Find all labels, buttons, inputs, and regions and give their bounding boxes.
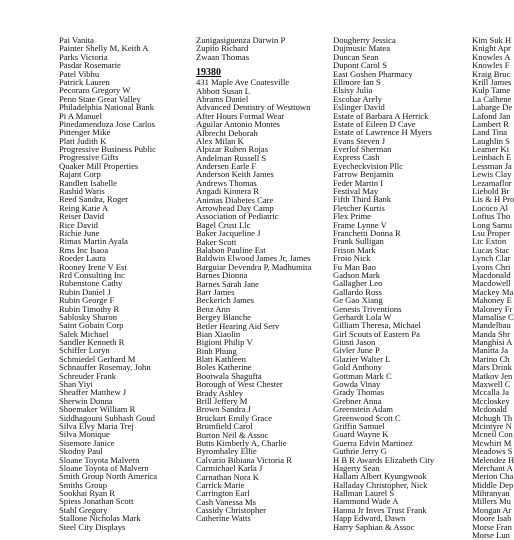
directory-entry: Betler Hearing Aid Serv [196, 320, 280, 331]
directory-entry: Morse Fran [472, 521, 512, 532]
directory-entry: Borough of West Chester [196, 379, 283, 390]
directory-entry: Rimas Martin Ayala [59, 236, 128, 247]
directory-entry: Salek Michael [59, 328, 109, 339]
directory-entry: Duncan Sean [333, 51, 379, 62]
directory-entry: Baker Scott [196, 236, 237, 247]
directory-entry: Advanced Dentistry of Westtown [196, 102, 311, 113]
directory-entry: Carmichael Karla J [196, 463, 263, 474]
directory-entry: Lsu Proper [472, 227, 510, 238]
directory-entry: Shoemaker William R [59, 404, 136, 415]
directory-entry: Estate of Barbara A Herrick [333, 110, 429, 121]
directory-entry: Schiffer Loryn [59, 345, 110, 356]
directory-entry: Brady Ashley [196, 387, 244, 398]
directory-entry: Macdowell [472, 278, 511, 289]
directory-entry: Baker Jacqueline J [196, 228, 261, 239]
directory-entry: Brown Sandra J [196, 404, 251, 415]
directory-entry: Animas Diabetes Care [196, 194, 274, 205]
directory-entry: Pi A Manuel [59, 110, 102, 121]
directory-entry: Barnes Sarah Jane [196, 278, 259, 289]
directory-entry: Express Cash [333, 152, 380, 163]
directory-entry: Merchant A [472, 462, 513, 473]
directory-entry: Mccloskey [472, 395, 510, 406]
directory-entry: Givler June P [333, 345, 380, 356]
directory-entry: Randlett Isabelle [59, 177, 117, 188]
directory-entry: Reing Katie A [59, 202, 109, 213]
directory-entry: Pittenger Mike [59, 127, 111, 138]
directory-entry: Smiths Group [59, 479, 107, 490]
directory-entry: Patrick Lauren [59, 76, 110, 87]
directory-entry: Lafond Jan [472, 110, 511, 121]
directory-entry: Benz Ann [196, 303, 231, 314]
directory-entry: Rubin George F [59, 295, 115, 306]
directory-entry: Knowles F [472, 60, 510, 71]
directory-entry: Rubin Daniel J [59, 286, 111, 297]
directory-entry: Brumfield Carol [196, 421, 253, 432]
directory-entry: Franchetti Donna R [333, 227, 401, 238]
directory-entry: Anderson Keith James [196, 169, 274, 180]
directory-entry: Estate of Eileen D Cave [333, 118, 416, 129]
directory-entry: Flex Prime [333, 211, 371, 222]
zip-code-heading: 19380 [196, 67, 221, 79]
directory-entry: Carrington Earl [196, 488, 250, 499]
directory-entry: Frame Lynne V [333, 219, 387, 230]
directory-entry: Griffin Samuel [333, 420, 385, 431]
directory-entry: Girl Scouts of Eastern Pa [333, 328, 420, 339]
directory-column-1 [59, 36, 157, 531]
directory-entry: Rms Inc Isaoa [59, 244, 109, 255]
directory-entry: Gottman Mark C [333, 370, 392, 381]
directory-entry: Sloane Toyota of Malvern [59, 462, 149, 473]
directory-entry: Richie June [59, 227, 100, 238]
directory-entry: Philadelphia National Bank [59, 102, 154, 113]
directory-entry: Hanna Jr Inves Trust Frank [333, 504, 427, 515]
directory-entry: Grebner Anna [333, 395, 382, 406]
directory-entry: Krill James [472, 76, 512, 87]
directory-entry: Platt Judith K [59, 135, 107, 146]
directory-entry: Quaker Mill Properties [59, 160, 139, 171]
directory-entry: Leinbach E [472, 152, 512, 163]
directory-entry: Rashid Waris [59, 186, 105, 197]
directory-entry: Eyecheckvision Pllc [333, 160, 403, 171]
directory-entry: Manitta Ja [472, 345, 509, 356]
directory-entry: Gilliam Theresa, Michael [333, 320, 421, 331]
directory-entry: Sablosky Sharon [59, 311, 118, 322]
directory-entry: Mongan Ar [472, 504, 512, 515]
directory-column-3 [333, 36, 434, 531]
directory-entry: Progressive Business Public [59, 144, 156, 155]
directory-entry: Zupito Richard [196, 43, 249, 54]
directory-entry: Lessman Ja [472, 160, 512, 171]
directory-entry: Mcdonald [472, 404, 507, 415]
directory-entry: Mackey Ma [472, 286, 514, 297]
directory-entry: Dougherty Jessica [333, 35, 396, 45]
directory-entry: Frank Sulligan [333, 236, 384, 247]
directory-entry: Burton Neil & Assoc [196, 429, 269, 440]
directory-entry: Millers Mu [472, 496, 511, 507]
directory-entry: Genesis Triventions [333, 303, 402, 314]
directory-entry: Sheaffer Matthew J [59, 387, 127, 398]
directory-entry: Merion Cha [472, 471, 514, 482]
directory-entry: Mcwhirt M [472, 437, 512, 448]
directory-entry: Mchugh Th [472, 412, 513, 423]
directory-entry: Progressive Gifts [59, 152, 119, 163]
directory-entry: East Goshen Pharmacy [333, 68, 413, 79]
directory-entry: Gowda Vinay [333, 379, 381, 390]
directory-entry: Bruckart Emily Grace [196, 412, 272, 423]
directory-entry: Farrow Benjamin [333, 169, 394, 180]
directory-column-2 [196, 36, 311, 523]
directory-column-4 [472, 36, 514, 539]
directory-entry: Beckerich James [196, 295, 254, 306]
directory-entry: Abrams Daniel [196, 93, 249, 104]
directory-entry: Eslinger David [333, 102, 385, 113]
directory-entry: Halladay Christopher, Nick [333, 479, 428, 490]
directory-entry: Silva Monique [59, 429, 110, 440]
directory-entry: Melendez H [472, 454, 514, 465]
directory-entry: Albrecht Deborah [196, 127, 258, 138]
directory-entry: Mcneil Con [472, 429, 513, 440]
directory-entry: Guthrie Jerry G [333, 446, 387, 457]
directory-entry: Kim Suk H [472, 35, 512, 45]
directory-entry: Mihranyan [472, 488, 510, 499]
directory-entry: Estate of Lawrence H Myers [333, 127, 432, 138]
directory-entry: Painter Shelly M, Keith A [59, 43, 149, 54]
directory-entry: Maxwell C [472, 379, 511, 390]
directory-entry: Rubenstone Cathy [59, 278, 123, 289]
directory-entry: Spiess Jonathan Scott [59, 496, 134, 507]
directory-entry: Marino Ch [472, 353, 510, 364]
directory-entry: Dujmusic Matea [333, 43, 391, 54]
directory-entry: Maloney Fr [472, 303, 513, 314]
directory-entry: Matkov Jen [472, 370, 513, 381]
directory-entry: Lococo Al [472, 202, 509, 213]
directory-entry: Abbott Susan L [196, 85, 250, 96]
directory-entry: Fu Man Bao [333, 261, 376, 272]
directory-entry: Manda Shr [472, 328, 510, 339]
directory-entry: Hagerty Sean [333, 462, 380, 473]
directory-entry: Greenwood Scott C [333, 412, 401, 423]
directory-entry: Butts Kimberly A, Charlie [196, 437, 287, 448]
directory-entry: Andrews Thomas [196, 177, 257, 188]
directory-entry: Schreuder Frank [59, 370, 117, 381]
directory-entry: After Hours Formal Wear [196, 110, 285, 121]
directory-entry: Moore Isab [472, 513, 512, 524]
directory-entry: Happ Edward, Dawn [333, 513, 406, 524]
directory-entry: Kraig Bruc [472, 68, 511, 79]
directory-entry: Hammond Wade A [333, 496, 399, 507]
directory-entry: Knowles A [472, 51, 511, 62]
directory-entry: Feder Martin I [333, 177, 384, 188]
directory-entry: Mccalla Ja [472, 387, 509, 398]
directory-entry: Skodny Paul [59, 446, 103, 457]
directory-entry: Arrowhead Day Camp [196, 203, 274, 214]
directory-entry: Alpizar Ruben Rojas [196, 144, 269, 155]
directory-entry: Sherwin Donna [59, 395, 113, 406]
directory-entry: Calvario Bibiana Victoria R [196, 454, 292, 465]
directory-entry: Evans Steven J [333, 135, 386, 146]
directory-entry: Mamalise C [472, 311, 514, 322]
directory-entry: Carrick Marie [196, 479, 245, 490]
directory-entry: Shan Yiyi [59, 379, 93, 390]
directory-entry: Pinedamendoza Jose Carlos [59, 118, 155, 129]
directory-entry: Alex Milan K [196, 135, 244, 146]
directory-entry: Patel Vibhu [59, 68, 100, 79]
directory-entry: Andersen Earle F [196, 161, 257, 172]
directory-entry: Long Samu [472, 219, 512, 230]
directory-entry: Barnes Dionna [196, 270, 248, 281]
directory-entry: Gerhardt Lola W [333, 311, 392, 322]
directory-entry: Byromhaley Ellie [196, 446, 257, 457]
directory-entry: Meadows S [472, 446, 513, 457]
directory-entry: Knight Apr [472, 43, 511, 54]
directory-entry: Rice David [59, 219, 98, 230]
directory-entry: Steel City Displays [59, 521, 126, 532]
directory-entry: Bootwala Shagufta [196, 370, 262, 381]
directory-entry: Pai Vanita [59, 35, 94, 45]
directory-entry: Ge Gao Xiang [333, 295, 383, 306]
directory-entry: Aguilar Antonio Montes [196, 119, 281, 130]
directory-entry: Glazier Walter L [333, 353, 391, 364]
directory-entry: Saint Gobain Corp [59, 320, 124, 331]
directory-entry: Rrd Consulting Inc [59, 269, 125, 280]
directory-entry: Everlof Sherman [333, 144, 392, 155]
directory-entry: Giusti Jason [333, 337, 376, 348]
directory-entry: Schmiedel Gerhard M [59, 353, 136, 364]
directory-entry: Barguiar Devendra P, Madhumita [196, 261, 312, 272]
directory-entry: Blatt Kathleen [196, 354, 246, 365]
directory-entry: Binh Phung [196, 345, 237, 356]
directory-entry: Elsisy Julia [333, 85, 373, 96]
directory-entry: Manghisi A [472, 337, 513, 348]
directory-entry: Escobar Arely [333, 93, 382, 104]
directory-entry: Rajant Corp [59, 169, 101, 180]
directory-entry: H B R Awards Elizabeth City [333, 454, 435, 465]
directory-entry: Mars Drink [472, 362, 512, 373]
directory-entry: Greenstein Adam [333, 404, 393, 415]
directory-entry: Lis & H Pro [472, 194, 514, 205]
directory-entry: Lambert R [472, 118, 509, 129]
directory-entry: Schnauffer Rosemay, John [59, 362, 151, 373]
directory-entry: Sookhai Ryan R [59, 488, 115, 499]
directory-entry: Pecoraro Gregory W [59, 85, 131, 96]
directory-entry: Guard Wayne K [333, 429, 389, 440]
directory-entry: Bian Xiaolin [196, 328, 241, 339]
directory-entry: Roeder Laura [59, 253, 107, 264]
directory-entry: Middle Dep [472, 479, 514, 490]
directory-entry: 431 Maple Ave Coatesville [196, 77, 290, 88]
directory-entry: Angadi Kinnera R [196, 186, 260, 197]
directory-entry: Macdonald [472, 269, 511, 280]
directory-entry: Siddhagouni Subhash Goud [59, 412, 155, 423]
directory-entry: Gallardo Ross [333, 286, 382, 297]
directory-entry: Reed Sandra, Roger [59, 194, 128, 205]
directory-entry: Cash Vanessa Ms [196, 496, 256, 507]
directory-entry: Harry Saphian & Assoc [333, 521, 415, 532]
directory-entry: La Calhene [472, 93, 512, 104]
directory-entry: Ellmore Ian S [333, 76, 381, 87]
directory-entry: Association of Pediatric [196, 211, 279, 222]
directory-entry: Balabon Pauline Est [196, 244, 266, 255]
directory-entry: Bagel Crust Llc [196, 219, 251, 230]
directory-entry: Stahl Gregory [59, 504, 108, 515]
directory-entry: Smith Group North America [59, 471, 158, 482]
directory-entry: Pasdar Rosemarie [59, 60, 121, 71]
directory-entry: Boles Katherine [196, 362, 252, 373]
directory-entry: Lucas Stac [472, 244, 510, 255]
directory-entry: Liebold Br [472, 186, 510, 197]
directory-entry: Zunigasiguenza Darwin P [196, 35, 286, 45]
directory-entry: Rubin Timothy R [59, 303, 120, 314]
directory-entry: Frison Mark [333, 244, 376, 255]
directory-entry: Cassidy Christopher [196, 505, 266, 516]
directory-entry: Fletcher Kurtis [333, 202, 385, 213]
directory-entry: Catherine Watts [196, 513, 251, 524]
directory-entry: Bigioni Philip V [196, 337, 253, 348]
directory-entry: Barr James [196, 286, 235, 297]
directory-entry: Dupont Carol S [333, 60, 387, 71]
directory-entry: Mandelbau [472, 320, 511, 331]
directory-entry: Baldwin Elwood James Jr, James [196, 253, 311, 264]
directory-entry: Penn State Great Valley [59, 93, 141, 104]
directory-entry: Labarge De [472, 102, 513, 113]
directory-entry: Land Tina [472, 127, 508, 138]
directory-entry: Morse Lun [472, 530, 510, 540]
directory-entry: Rooney Irene V Est [59, 261, 127, 272]
directory-entry: Sloane Toyota Malvern [59, 454, 140, 465]
directory-entry: Stallone Nicholas Mark [59, 513, 141, 524]
directory-entry: Ltc Exton [472, 236, 507, 247]
directory-entry: Leamer Ki [472, 144, 509, 155]
directory-entry: Sandler Kenneth R [59, 337, 125, 348]
directory-entry: Loftus Tho [472, 211, 511, 222]
directory-entry: Gold Anthony [333, 362, 382, 373]
directory-entry: Parks Victoria [59, 51, 108, 62]
directory-entry: Gallagher Leo [333, 278, 383, 289]
directory-entry: Hallam Albert Kyungwook [333, 471, 427, 482]
directory-entry: Gadson Mark [333, 269, 381, 280]
directory-entry: Fifth Third Bank [333, 194, 392, 205]
directory-entry: Mahoney E [472, 295, 512, 306]
directory-entry: Bergey Blanche [196, 312, 251, 323]
directory-entry: Reiser David [59, 211, 105, 222]
directory-entry: Andelman Russell S [196, 152, 267, 163]
directory-entry: Laughlin S [472, 135, 510, 146]
directory-entry: Silva Elvy Maria Trej [59, 420, 134, 431]
directory-entry: Festival May [333, 186, 379, 197]
directory-entry: Lewis Clay [472, 169, 512, 180]
directory-entry: Sisemore Janice [59, 437, 115, 448]
directory-entry: Mcintyre N [472, 420, 512, 431]
directory-entry: Brill Jeffery M [196, 396, 248, 407]
directory-entry: Lezamaflor [472, 177, 512, 188]
directory-entry: Grady Thomas [333, 387, 385, 398]
directory-entry: Kulp Tame [472, 85, 511, 96]
directory-entry: Hallman Laurel S [333, 488, 395, 499]
directory-entry: Carnathan Nora K [196, 471, 259, 482]
directory-entry: Lynch Clar [472, 253, 511, 264]
directory-entry: Froio Nick [333, 253, 371, 264]
directory-entry: Lyons Chri [472, 261, 511, 272]
directory-entry: Guerra Edvin Martinez [333, 437, 413, 448]
directory-entry: Zwaan Thomas [196, 51, 250, 62]
